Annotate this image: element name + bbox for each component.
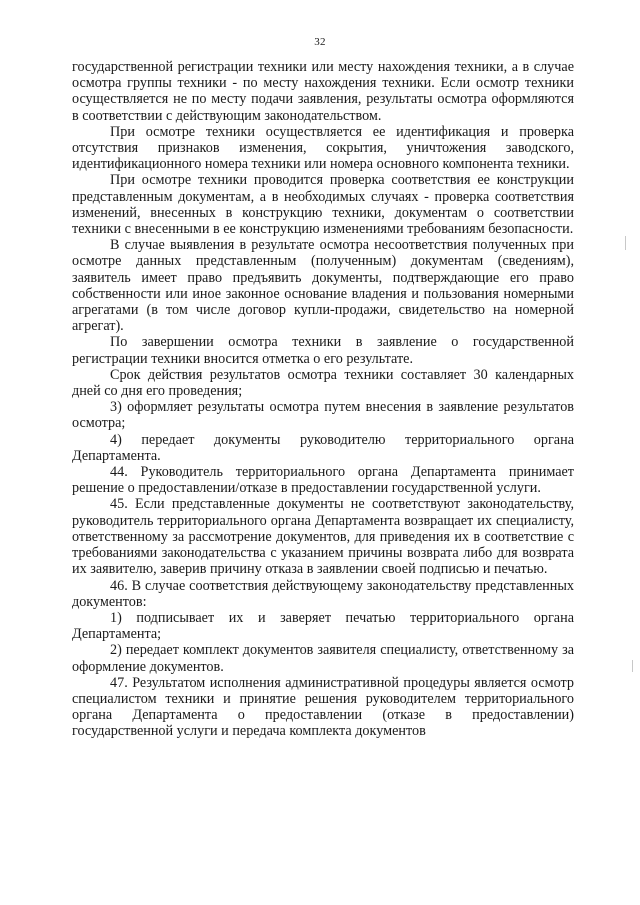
paragraph-46: 46. В случае соответствия действующему законодательству представленных документов: [72, 577, 574, 610]
paragraph-45: 45. Если представленные документы не соответствуют законодательству, руководитель территориального органа Департамента возвращает их специалисту, ответственному за рассмотрение документов, для приведения их в соответствие с требованиями законодательства с указанием причины возврата либо для возврата их заявителю, заверив причину отказа в заявлении своей подписью и печатью. [72, 496, 574, 578]
paragraph-item-3: 3) оформляет результаты осмотра путем внесения в заявление результатов осмотра; [72, 399, 574, 432]
paragraph-46-item-1: 1) подписывает их и заверяет печатью территориального органа Департамента; [72, 609, 574, 643]
paragraph-44: 44. Руководитель территориального органа Департамента принимает решение о предоставлении/отказе в предоставлении государственной услуги. [72, 464, 574, 497]
scan-mark [625, 236, 626, 250]
document-body [72, 59, 574, 740]
paragraph-inspection-mark: По завершении осмотра техники в заявление о государственной регистрации техники вносится отметка о его результате. [72, 334, 574, 367]
paragraph-47: 47. Результатом исполнения административной процедуры является осмотр специалистом техники и принятие решения руководителем территориального органа Департамента о предоставлении (отказе в предоставлении) государственной услуги и передача комплекта документов [72, 674, 574, 740]
page-number: 32 [314, 36, 326, 48]
paragraph-item-4: 4) передает документы руководителю территориального органа Департамента. [72, 431, 574, 464]
paragraph-mismatch: В случае выявления в результате осмотра несоответствия полученных при осмотре данных представленным (полученным) документам (сведениям), заявитель имеет право предъявить документы, подтверждающие его право собственности или иное законное основание владения и пользования номерными агрегатами (в том числе договор купли-продажи, свидетельство на номерной агрегат). [72, 237, 574, 335]
scan-mark [632, 660, 633, 672]
paragraph-46-item-2: 2) передает комплект документов заявителя специалисту, ответственному за оформление документов. [72, 642, 574, 675]
paragraph-construction-check: При осмотре техники проводится проверка соответствия ее конструкции представленным документам, а в необходимых случаях - проверка соответствия изменений, внесенных в конструкцию техники, документам о соответствии техники с внесенными в ее конструкцию изменениями требованиям безопасности. [72, 172, 574, 238]
paragraph-validity-period: Срок действия результатов осмотра техники составляет 30 календарных дней со дня его проведения; [72, 366, 574, 400]
paragraph-continuation: государственной регистрации техники или месту нахождения техники, а в случае осмотра группы техники - по месту нахождения техники. Если осмотр техники осуществляется не по месту подачи заявления, результаты осмотра оформляются в соответствии с действующим законодательством. [72, 59, 574, 124]
paragraph-identification: При осмотре техники осуществляется ее идентификация и проверка отсутствия признаков изменения, сокрытия, уничтожения заводского, идентификационного номера техники или номера основного компонента техники. [72, 123, 574, 173]
